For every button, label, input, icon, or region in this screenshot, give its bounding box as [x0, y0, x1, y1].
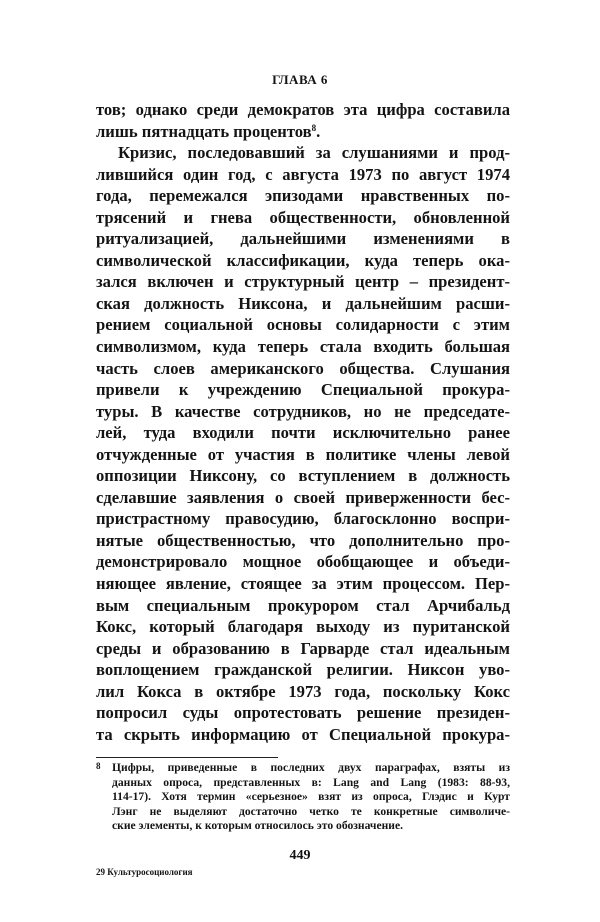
text-line: лей, туда входили почти исключительно ранее	[96, 423, 510, 443]
text-line: демонстрировало мощное обобщающее и объеди-	[96, 552, 510, 572]
printer-signature: 29 Культуросоциология	[96, 867, 193, 877]
text-line: отчужденные от участия в политике члены левой	[96, 444, 510, 464]
text-line-content: лишь пятнадцать процентов	[96, 121, 312, 141]
text-line: года, перемежался эпизодами нравственных по-	[96, 186, 510, 206]
text-line: лившийся один год, с августа 1973 по август 1974	[96, 164, 510, 184]
text-line: оппозиции Никсону, со вступлением в должность	[96, 466, 510, 486]
running-head: ГЛАВА 6	[272, 72, 328, 87]
text-line: туры. В качестве сотрудников, но не председате-	[96, 401, 510, 421]
text-line: ритуализацией, дальнейшими изменениями в	[96, 229, 510, 249]
text-line: лил Кокса в октябре 1973 года, поскольку Кокс	[96, 681, 510, 701]
text-line: попросил суды опротестовать решение президен-	[96, 703, 510, 723]
text-line	[96, 121, 510, 143]
text-line: воплощением гражданской религии. Никсон уво-	[96, 660, 510, 680]
text-line: привели к учреждению Специальной прокура-	[96, 380, 510, 400]
text-line: ская должность Никсона, и дальнейшим расши-	[96, 293, 510, 313]
text-line: часть слоев американского общества. Слушания	[96, 358, 510, 378]
text-line: тов; однако среди демократов эта цифра составила	[96, 100, 510, 119]
text-line: символической классификации, куда теперь ока-	[96, 250, 510, 270]
footnote-line: Лэнг не выделяют достаточно четко те конкретные символиче-	[112, 804, 510, 818]
text-line: рением социальной основы солидарности с этим	[96, 315, 510, 335]
footnote-marker: 8	[96, 761, 101, 771]
footnote-line: ские элементы, к которым относилось это обозначение.	[112, 819, 404, 833]
text-line: Кризис, последовавший за слушаниями и прод-	[118, 143, 510, 163]
page-number: 449	[289, 848, 311, 863]
text-line: вым специальным прокурором стал Арчибальд	[96, 595, 510, 615]
text-line: символизмом, куда теперь стала входить большая	[96, 337, 510, 357]
footnote-line: данных опроса, представленных в: Lang and Lang (1983: 88-93,	[112, 775, 510, 789]
footnote-line: 114-17). Хотя термин «серьезное» взят из опроса, Глэдис и Курт	[112, 790, 510, 804]
text-line: сделавшие заявления о своей приверженности бес-	[96, 487, 510, 507]
line-end-punct: .	[316, 121, 321, 141]
paragraph	[96, 142, 510, 745]
footnote-ref: 8	[311, 122, 317, 133]
text-line: среды и образованию в Гарварде стал идеальным	[96, 638, 510, 658]
footnote-divider	[96, 757, 278, 758]
text-line: няющее явление, стоящее за этим процессом. Пер-	[96, 574, 510, 594]
text-line: нятые общественностью, что дополнительно про-	[96, 530, 510, 550]
footnote	[96, 761, 510, 834]
text-line: пристрастному правосудию, благосклонно воспри-	[96, 509, 510, 529]
footnote-text	[112, 761, 510, 834]
text-line: трясений и гнева общественности, обновленной	[96, 207, 510, 227]
text-line: зался включен и структурный центр – президент-	[96, 272, 510, 292]
text-line: Кокс, который благодаря выходу из пуританской	[96, 617, 510, 637]
footnote-line: Цифры, приведенные в последних двух параграфах, взяты из	[112, 761, 510, 774]
text-line: та скрыть информацию от Специальной прокура-	[96, 724, 510, 744]
body-text	[96, 99, 510, 745]
